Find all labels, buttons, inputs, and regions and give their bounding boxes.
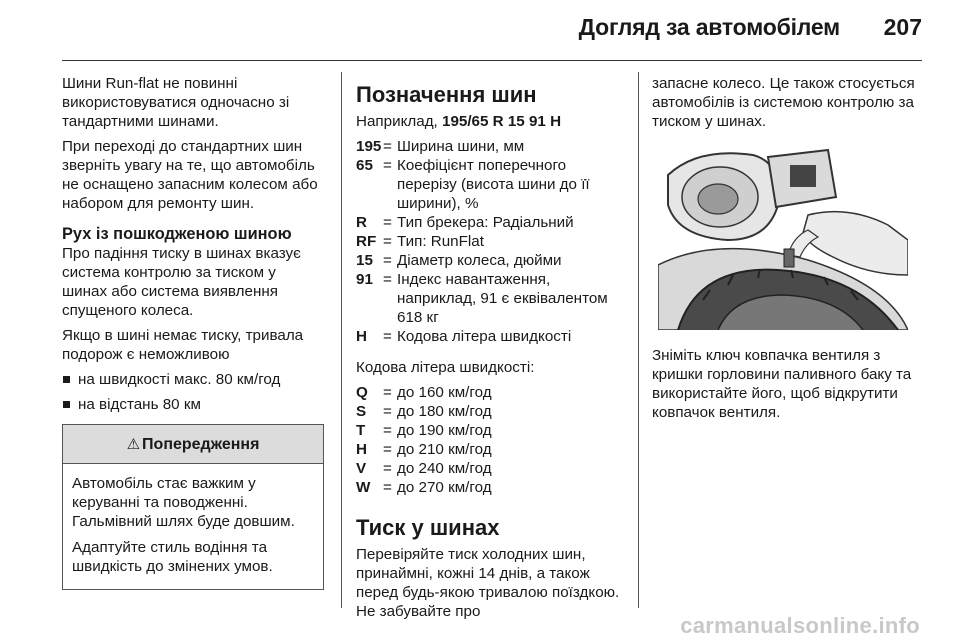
paragraph: Адаптуйте стиль водіння та швидкість до змінених умов.: [72, 539, 273, 575]
header-divider: [62, 60, 922, 61]
speed-code-row-equals: =: [383, 479, 392, 496]
paragraph: Про падіння тиску в шинах вказує система контролю за тиском у шинах або система виявлення спущеного колеса.: [62, 245, 301, 319]
paragraph: Зніміть ключ ковпачка вентиля з кришки горловини паливного баку та використайте його, щоб відкрутити ковпачок вентиля.: [652, 347, 912, 421]
definition-row-code: 65: [356, 157, 373, 174]
paragraph: Якщо в шині немає тиску, тривала подорож є неможливою: [62, 327, 304, 363]
speed-code-row-code: S: [356, 403, 367, 420]
speed-code-row: [356, 478, 622, 497]
definition-row-equals: =: [383, 328, 392, 345]
list-item: на швидкості макс. 80 км/год: [62, 370, 324, 389]
paragraph: запасне колесо. Це також стосується автомобілів із системою контролю за тиском у шинах.: [652, 75, 915, 130]
definition-row-code: 195: [356, 138, 382, 155]
example-line: [356, 112, 622, 131]
definition-row-code: R: [356, 214, 367, 231]
definition-row-text: Тип: RunFlat: [397, 233, 484, 250]
speed-code-list: [356, 383, 622, 497]
speed-code-row-equals: =: [383, 441, 392, 458]
speed-code-row: [356, 440, 622, 459]
definition-row-text: Тип брекера: Радіальний: [397, 214, 574, 231]
definition-row: [356, 327, 622, 346]
example-value: 195/65 R 15 91 H: [442, 113, 562, 130]
speed-code-row-equals: =: [383, 460, 392, 477]
column-right: [652, 74, 924, 428]
warning-title: Попередження: [142, 436, 260, 453]
definition-row-text: Коефіцієнт поперечного перерізу (висота шини до її ширини), %: [397, 157, 590, 212]
page-number: 207: [883, 14, 922, 40]
speed-code-row: [356, 383, 622, 402]
column-middle: [356, 74, 622, 627]
definition-row-equals: =: [383, 157, 392, 174]
page-title: Догляд за автомобілем: [578, 14, 840, 40]
list-item: на відстань 80 км: [62, 395, 324, 414]
definition-row: [356, 137, 622, 156]
column-divider: [638, 72, 639, 608]
paragraph: При переході до стандартних шин зверніть увагу на те, що автомобіль не оснащено запасним колесом або набором для ремонту шин.: [62, 138, 318, 212]
definition-row-code: RF: [356, 233, 377, 250]
definition-row: [356, 156, 622, 213]
section-heading-tyre-designation: Позначення шин: [356, 82, 537, 107]
definition-row-text: Кодова літера швидкості: [397, 328, 572, 345]
speed-code-row-text: до 160 км/год: [397, 384, 492, 401]
column-left: [62, 74, 324, 590]
speed-code-row-text: до 180 км/год: [397, 403, 492, 420]
paragraph: Перевіряйте тиск холодних шин, принаймні, кожні 14 днів, а також перед будь-якою тривалою поїздкою. Не забувайте про: [356, 546, 620, 620]
definition-row-text: Діаметр колеса, дюйми: [397, 252, 562, 269]
speed-code-row-equals: =: [383, 384, 392, 401]
definition-row-code: 15: [356, 252, 373, 269]
bullet-list: [62, 370, 324, 414]
warning-box: [62, 424, 324, 590]
warning-triangle-icon: ⚠: [126, 436, 141, 453]
speed-code-row-code: W: [356, 479, 371, 496]
definition-row-equals: =: [383, 138, 392, 155]
speed-code-row-code: T: [356, 422, 366, 439]
definition-row-equals: =: [383, 233, 392, 250]
section-heading-tyre-pressure: Тиск у шинах: [356, 515, 500, 540]
speed-code-row-code: V: [356, 460, 367, 477]
definition-row: [356, 213, 622, 232]
speed-code-row: [356, 421, 622, 440]
section-heading-runflat: Рух із пошкодженою шиною: [62, 225, 292, 243]
illustration-svg: [658, 145, 908, 330]
example-prefix: Наприклад,: [356, 113, 442, 130]
definition-row-code: 91: [356, 271, 373, 288]
speed-code-row-code: H: [356, 441, 367, 458]
definition-row-code: H: [356, 328, 367, 345]
column-divider: [341, 72, 342, 608]
speed-code-row-text: до 270 км/год: [397, 479, 492, 496]
definition-row: [356, 270, 622, 327]
paragraph: Автомобіль стає важким у керуванні та поводженні. Гальмівний шлях буде довшим.: [72, 475, 295, 530]
definition-row-text: Індекс навантаження, наприклад, 91 є еквівалентом 618 кг: [397, 271, 608, 326]
watermark: carmanualsonline.info: [680, 613, 920, 638]
warning-body: [63, 464, 323, 589]
fuel-filler-valve-illustration: [658, 145, 908, 330]
definition-row: [356, 232, 622, 251]
warning-header: [63, 425, 323, 464]
speed-code-row: [356, 402, 622, 421]
definition-row-text: Ширина шини, мм: [397, 138, 525, 155]
speed-code-row-code: Q: [356, 384, 368, 401]
paragraph: Шини Run-flat не повинні використовуватися одночасно зі тандартними шинами.: [62, 75, 290, 130]
speed-code-row: [356, 459, 622, 478]
speed-code-row-equals: =: [383, 422, 392, 439]
speed-code-row-text: до 190 км/год: [397, 422, 492, 439]
speed-code-row-text: до 210 км/год: [397, 441, 492, 458]
definition-row-equals: =: [383, 271, 392, 288]
definition-row: [356, 251, 622, 270]
definition-row-equals: =: [383, 252, 392, 269]
speed-code-row-equals: =: [383, 403, 392, 420]
definition-list: [356, 137, 622, 346]
speed-code-row-text: до 240 км/год: [397, 460, 492, 477]
speed-intro: Кодова літера швидкості:: [356, 359, 535, 376]
definition-row-equals: =: [383, 214, 392, 231]
